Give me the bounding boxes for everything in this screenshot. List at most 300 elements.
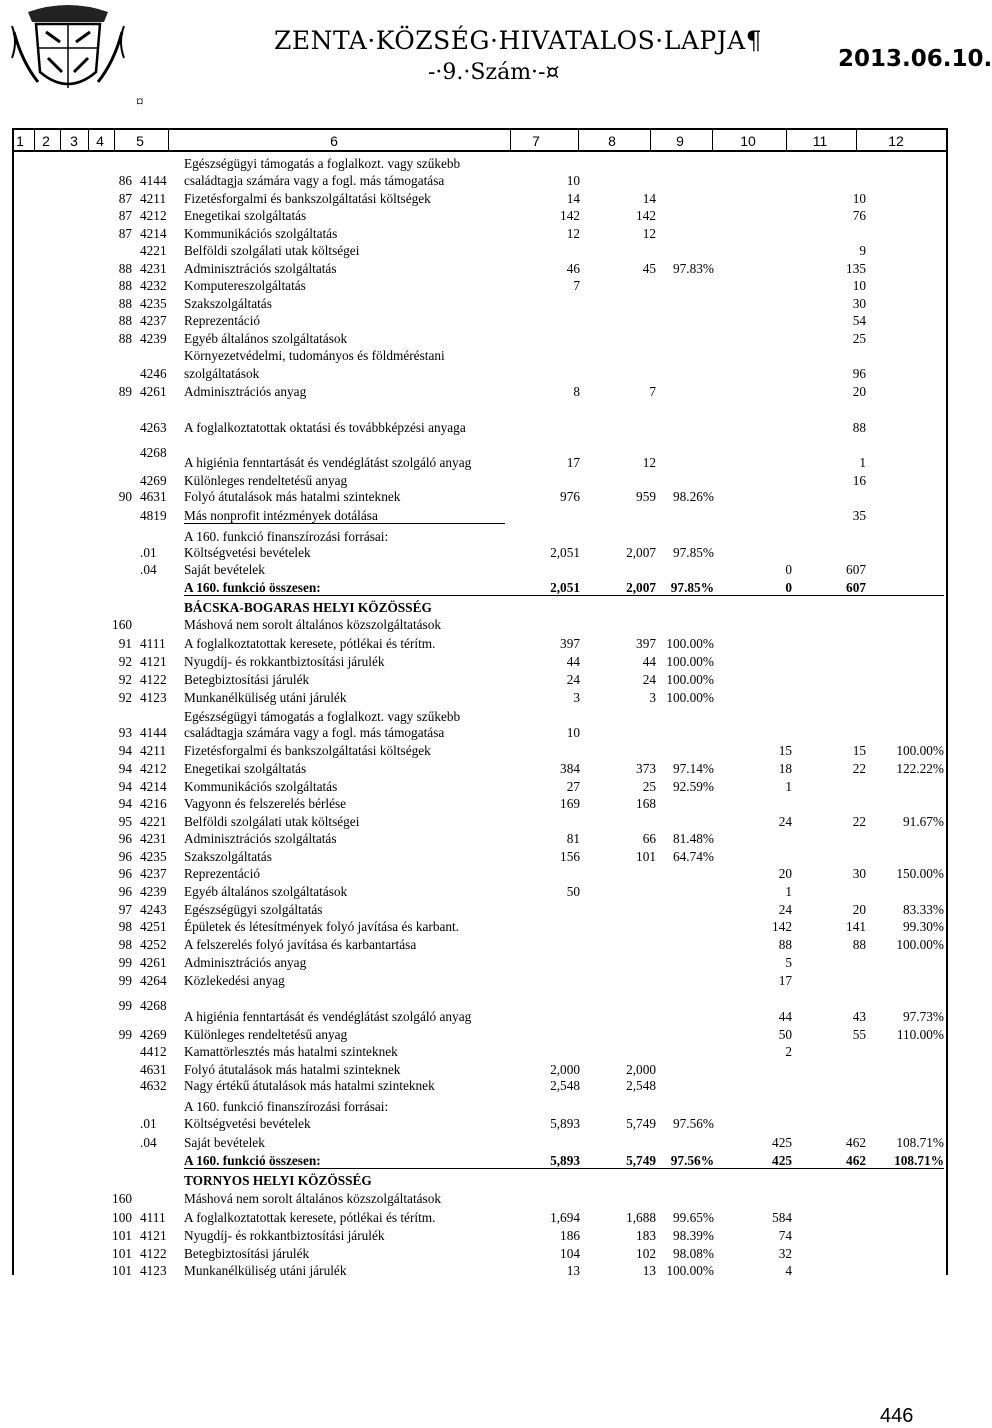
cell-c6: Adminisztrációs anyag	[184, 384, 307, 399]
cell-c9: 100.00%	[666, 654, 714, 669]
cell-c8: 3	[649, 690, 656, 705]
cell-c2: 4214	[140, 779, 167, 794]
cell-c2: 4111	[140, 1210, 166, 1225]
cell-c6: Saját bevételek	[184, 562, 265, 577]
cell-c2: 4261	[140, 955, 167, 970]
cell-c12: 83.33%	[903, 902, 944, 917]
table-row	[0, 1153, 960, 1171]
cell-c11: 607	[846, 580, 866, 595]
cell-c10: 2	[785, 1044, 792, 1059]
cell-c1: 101	[112, 1228, 132, 1243]
column-header-9: 9	[676, 133, 684, 149]
cell-c9: 100.00%	[666, 672, 714, 687]
cell-c11: 10	[852, 278, 866, 293]
cell-c10: 24	[778, 902, 792, 917]
table-row	[0, 173, 960, 191]
cell-c6: Egészségügyi támogatás a foglalkozt. vagy szűkebb	[184, 156, 461, 171]
cell-c1: 96	[118, 831, 132, 846]
cell-c12: 110.00%	[896, 1027, 944, 1042]
cell-c11: 54	[852, 313, 866, 328]
cell-c1: 92	[118, 690, 132, 705]
cell-c2: 4231	[140, 261, 167, 276]
column-separator	[712, 130, 713, 150]
cell-c6: Egészségügyi támogatás a foglalkozt. vagy szűkebb	[184, 709, 461, 724]
cell-c6: Fizetésforgalmi és bankszolgáltatási költségek	[184, 743, 431, 758]
cell-c2: 4212	[140, 761, 167, 776]
budget-table	[0, 128, 960, 1283]
cell-c6: Vagyonn és felszerelés bérlése	[184, 796, 347, 811]
cell-c10: 584	[772, 1210, 792, 1225]
cell-c6: Máshová nem sorolt általános közszolgáltatások	[184, 617, 442, 632]
cell-c6: Betegbiztosítási járulék	[184, 672, 310, 687]
cell-c6: családtagja számára vagy a fogl. más támogatása	[184, 173, 445, 188]
cell-c8: 44	[642, 654, 656, 669]
cell-c2: 4269	[140, 1027, 167, 1042]
cell-c2: 4144	[140, 173, 167, 188]
cell-c8: 397	[636, 636, 656, 651]
cell-c2: 4264	[140, 973, 167, 988]
cell-c6: Enegetikai szolgáltatás	[184, 761, 307, 776]
cell-c12: 108.71%	[894, 1153, 944, 1168]
cell-c9: 98.26%	[673, 489, 714, 504]
cell-c2: 4235	[140, 296, 167, 311]
table-row	[0, 884, 960, 902]
cell-c2: 4632	[140, 1078, 167, 1093]
cell-c2: 4144	[140, 725, 167, 740]
cell-c2: 4123	[140, 690, 167, 705]
table-row	[0, 331, 960, 349]
cell-c6: Költségvetési bevételek	[184, 545, 311, 560]
cell-c7: 2,548	[550, 1078, 580, 1093]
table-row	[0, 849, 960, 867]
cell-c6: Folyó átutalások más hatalmi szinteknek	[184, 489, 401, 504]
cell-c2: 4261	[140, 384, 167, 399]
cell-c6: Saját bevételek	[184, 1135, 265, 1150]
cell-c11: 22	[852, 761, 866, 776]
column-separator	[510, 130, 511, 150]
cell-c10: 50	[778, 1027, 792, 1042]
cell-c6: Adminisztrációs szolgáltatás	[184, 261, 337, 276]
column-separator	[578, 130, 579, 150]
table-row	[0, 1191, 960, 1209]
cell-c7: 397	[560, 636, 580, 651]
cell-c2: 4235	[140, 849, 167, 864]
table-row	[0, 296, 960, 314]
cell-c6: Munkanélküliség utáni járulék	[184, 690, 347, 705]
cell-c10: 142	[772, 919, 792, 934]
cell-c8: 142	[636, 208, 656, 223]
cell-c7: 8	[573, 384, 580, 399]
cell-c1: 88	[118, 296, 132, 311]
cell-c6: A 160. funkció finanszírozási forrásai:	[184, 1099, 389, 1114]
table-row	[0, 1263, 960, 1281]
cell-c8: 7	[649, 384, 656, 399]
cell-c9: 100.00%	[666, 1263, 714, 1278]
table-row	[0, 1135, 960, 1153]
cell-c11: 96	[852, 366, 866, 381]
table-row	[0, 690, 960, 708]
cell-c6: szolgáltatások	[184, 366, 260, 381]
cell-c6: A felszerelés folyó javítása és karbantartása	[184, 937, 417, 952]
table-row	[0, 725, 960, 743]
cell-c6: Enegetikai szolgáltatás	[184, 208, 307, 223]
cell-c1: 96	[118, 849, 132, 864]
cell-c7: 1,694	[550, 1210, 580, 1225]
cell-c7: 186	[560, 1228, 580, 1243]
cell-c2: 4631	[140, 489, 167, 504]
cell-c10: 0	[785, 562, 792, 577]
table-row	[0, 636, 960, 654]
cell-c6: Nyugdíj- és rokkantbiztosítási járulék	[184, 654, 385, 669]
cell-c2: 4212	[140, 208, 167, 223]
table-row	[0, 226, 960, 244]
cell-c1: 160	[112, 617, 132, 632]
cell-c2: 4211	[140, 743, 167, 758]
cell-c1: 94	[118, 761, 132, 776]
table-row	[0, 562, 960, 580]
cell-c7: 81	[566, 831, 580, 846]
table-row	[0, 1027, 960, 1045]
cell-c2: 4631	[140, 1062, 167, 1077]
cell-c8: 102	[636, 1246, 656, 1261]
cell-c7: 2,051	[550, 580, 580, 595]
cell-c11: 15	[852, 743, 866, 758]
cell-c6: Környezetvédelmi, tudományos és földméréstani	[184, 348, 445, 363]
cell-c11: 22	[852, 814, 866, 829]
table-row	[0, 831, 960, 849]
table-row	[0, 902, 960, 920]
cell-c1: 89	[118, 384, 132, 399]
cell-c6: Reprezentáció	[184, 313, 261, 328]
cell-c2: 4216	[140, 796, 167, 811]
column-header-11: 11	[812, 133, 828, 149]
table-row	[0, 1078, 960, 1096]
table-row	[0, 1173, 960, 1191]
cell-c7: 5,893	[550, 1153, 580, 1168]
column-header-5: 5	[136, 133, 144, 149]
cell-c11: 35	[852, 508, 866, 523]
table-row	[0, 1228, 960, 1246]
table-row	[0, 937, 960, 955]
table-row	[0, 779, 960, 797]
cell-c6: Adminisztrációs szolgáltatás	[184, 831, 337, 846]
column-header-12: 12	[888, 133, 904, 149]
issue-date: 2013.06.10.	[838, 46, 992, 72]
cell-c8: 101	[636, 849, 656, 864]
table-row	[0, 348, 960, 366]
cell-c1: 98	[118, 937, 132, 952]
cell-c6: családtagja számára vagy a fogl. más támogatása	[184, 725, 445, 740]
column-header-1: 1	[16, 133, 24, 149]
cell-c6: Kommunikációs szolgáltatás	[184, 779, 338, 794]
cell-c6: Belföldi szolgálati utak költségei	[184, 814, 360, 829]
table-row	[0, 156, 960, 174]
column-header-4: 4	[96, 133, 104, 149]
cell-c1: 91	[118, 636, 132, 651]
cell-c8: 12	[642, 226, 656, 241]
table-row	[0, 796, 960, 814]
cell-c6: A foglalkoztatottak keresete, pótlékai és térítm.	[184, 1210, 436, 1225]
cell-c7: 3	[573, 690, 580, 705]
cell-c6: Nyugdíj- és rokkantbiztosítási járulék	[184, 1228, 385, 1243]
cell-c11: 607	[846, 562, 866, 577]
cell-c11: 30	[852, 296, 866, 311]
cell-c2: 4412	[140, 1044, 167, 1059]
cell-c7: 2,000	[550, 1062, 580, 1077]
cell-c10: 20	[778, 866, 792, 881]
cell-c12: 91.67%	[903, 814, 944, 829]
cell-c11: 1	[859, 455, 866, 470]
cell-c6: Belföldi szolgálati utak költségei	[184, 243, 360, 258]
cell-c2: 4121	[140, 654, 167, 669]
cell-c10: 4	[785, 1263, 792, 1278]
table-row	[0, 1246, 960, 1264]
cell-c1: 88	[118, 278, 132, 293]
column-separator	[856, 130, 857, 150]
cell-c12: 108.71%	[896, 1135, 944, 1150]
cell-c1: 99	[118, 955, 132, 970]
cell-c10: 5	[785, 955, 792, 970]
table-row	[0, 814, 960, 832]
cell-c6: Betegbiztosítási járulék	[184, 1246, 310, 1261]
cell-c6: Kamattörlesztés más hatalmi szinteknek	[184, 1044, 398, 1059]
cell-c2: 4239	[140, 331, 167, 346]
cell-c2: 4239	[140, 884, 167, 899]
cell-c8: 2,548	[626, 1078, 656, 1093]
cell-c11: 20	[852, 902, 866, 917]
cell-c12: 100.00%	[896, 937, 944, 952]
cell-c10: 44	[778, 1009, 792, 1024]
cell-c6: Folyó átutalások más hatalmi szinteknek	[184, 1062, 401, 1077]
cell-c1: 94	[118, 796, 132, 811]
cell-c2: 4232	[140, 278, 167, 293]
cell-c11: 88	[852, 937, 866, 952]
cell-c6: Költségvetési bevételek	[184, 1116, 311, 1131]
table-row	[0, 1116, 960, 1134]
table-row	[0, 243, 960, 261]
paragraph-symbol: ¤	[136, 94, 144, 110]
table-row	[0, 580, 960, 598]
cell-c8: 25	[642, 779, 656, 794]
table-row	[0, 508, 960, 526]
cell-c11: 462	[846, 1135, 866, 1150]
cell-c9: 97.56%	[673, 1116, 714, 1131]
cell-c11: 141	[846, 919, 866, 934]
cell-c7: 27	[566, 779, 580, 794]
cell-c8: 2,000	[626, 1062, 656, 1077]
cell-c2: 4269	[140, 473, 167, 488]
cell-c1: 99	[118, 1027, 132, 1042]
cell-c9: 98.39%	[673, 1228, 714, 1243]
cell-c12: 97.73%	[903, 1009, 944, 1024]
table-row	[0, 545, 960, 563]
cell-c10: 74	[778, 1228, 792, 1243]
cell-c7: 14	[566, 191, 580, 206]
cell-c1: 87	[118, 226, 132, 241]
cell-c10: 17	[778, 973, 792, 988]
table-row	[0, 489, 960, 507]
cell-c8: 14	[642, 191, 656, 206]
cell-c6: Kommunikációs szolgáltatás	[184, 226, 338, 241]
cell-c1: 101	[112, 1246, 132, 1261]
cell-c11: 43	[852, 1009, 866, 1024]
cell-c2: 4214	[140, 226, 167, 241]
cell-c1: 96	[118, 866, 132, 881]
cell-c10: 1	[785, 779, 792, 794]
cell-c10: 18	[778, 761, 792, 776]
table-row	[0, 313, 960, 331]
table-row	[0, 600, 960, 618]
cell-c10: 425	[772, 1153, 792, 1168]
cell-c6: A foglalkoztatottak oktatási és továbbképzési anyaga	[184, 420, 466, 435]
cell-c1: 160	[112, 1191, 132, 1206]
table-row	[0, 1210, 960, 1228]
cell-c8: 373	[636, 761, 656, 776]
cell-c8: 5,749	[626, 1153, 656, 1168]
page-number: 446	[880, 1405, 914, 1427]
cell-c1: 90	[118, 489, 132, 504]
cell-c11: 55	[852, 1027, 866, 1042]
cell-c6: Szakszolgáltatás	[184, 296, 272, 311]
cell-c6: BÁCSKA-BOGARAS HELYI KÖZÖSSÉG	[184, 600, 432, 615]
table-row	[0, 1099, 960, 1117]
cell-c1: 101	[112, 1263, 132, 1278]
table-row	[0, 743, 960, 761]
cell-c7: 976	[560, 489, 580, 504]
cell-c6: Egészségügyi szolgáltatás	[184, 902, 323, 917]
cell-c8: 183	[636, 1228, 656, 1243]
cell-c11: 16	[852, 473, 866, 488]
cell-c6: Adminisztrációs anyag	[184, 955, 307, 970]
cell-c8: 13	[642, 1263, 656, 1278]
cell-c7: 2,051	[550, 545, 580, 560]
cell-c10: 32	[778, 1246, 792, 1261]
table-row	[0, 654, 960, 672]
table-row	[0, 261, 960, 279]
column-header-10: 10	[740, 133, 756, 149]
cell-c1: 96	[118, 884, 132, 899]
cell-c12: 122.22%	[896, 761, 944, 776]
cell-c6: Egyéb általános szolgáltatások	[184, 331, 348, 346]
cell-c9: 97.14%	[673, 761, 714, 776]
cell-c11: 9	[859, 243, 866, 258]
cell-c8: 2,007	[626, 580, 656, 595]
cell-c6: Munkanélküliség utáni járulék	[184, 1263, 347, 1278]
table-row	[0, 617, 960, 635]
cell-c6: TORNYOS HELYI KÖZÖSSÉG	[184, 1173, 372, 1188]
cell-c9: 100.00%	[666, 690, 714, 705]
row-underline	[184, 1168, 944, 1169]
cell-c1: 92	[118, 672, 132, 687]
cell-c1: 100	[112, 1210, 132, 1225]
cell-c2: 4252	[140, 937, 167, 952]
cell-c2: 4211	[140, 191, 167, 206]
cell-c6: A 160. funkció összesen:	[184, 580, 321, 595]
cell-c11: 20	[852, 384, 866, 399]
cell-c11: 462	[846, 1153, 866, 1168]
table-row	[0, 208, 960, 226]
cell-c6: A foglalkoztatottak keresete, pótlékai és térítm.	[184, 636, 436, 651]
cell-c8: 24	[642, 672, 656, 687]
cell-c2: 4819	[140, 508, 167, 523]
table-row	[0, 366, 960, 384]
column-header-3: 3	[70, 133, 78, 149]
cell-c6: Reprezentáció	[184, 866, 261, 881]
cell-c9: 97.85%	[670, 580, 714, 595]
cell-c8: 1,688	[626, 1210, 656, 1225]
cell-c2: 4251	[140, 919, 167, 934]
cell-c2: 4246	[140, 366, 167, 381]
cell-c1: 88	[118, 313, 132, 328]
cell-c2: 4121	[140, 1228, 167, 1243]
cell-c9: 100.00%	[666, 636, 714, 651]
cell-c7: 10	[566, 173, 580, 188]
cell-c6: A 160. funkció összesen:	[184, 1153, 321, 1168]
table-row	[0, 191, 960, 209]
cell-c7: 104	[560, 1246, 580, 1261]
cell-c6: Egyéb általános szolgáltatások	[184, 884, 348, 899]
cell-c7: 5,893	[550, 1116, 580, 1131]
cell-c11: 30	[852, 866, 866, 881]
cell-c12: 99.30%	[903, 919, 944, 934]
table-row	[0, 420, 960, 438]
cell-c10: 15	[778, 743, 792, 758]
cell-c9: 97.85%	[673, 545, 714, 560]
cell-c6: Épületek és létesítmények folyó javítása és karbant.	[184, 919, 460, 934]
cell-c7: 50	[566, 884, 580, 899]
cell-c10: 0	[785, 580, 792, 595]
cell-c1: 87	[118, 208, 132, 223]
cell-c9: 64.74%	[673, 849, 714, 864]
cell-c7: 17	[566, 455, 580, 470]
cell-c2: 4243	[140, 902, 167, 917]
cell-c1: 95	[118, 814, 132, 829]
cell-c9: 98.08%	[673, 1246, 714, 1261]
cell-c2: .01	[140, 545, 157, 560]
cell-c8: 66	[642, 831, 656, 846]
cell-c2: .04	[140, 1135, 157, 1150]
cell-c10: 1	[785, 884, 792, 899]
cell-c12: 150.00%	[896, 866, 944, 881]
cell-c11: 10	[852, 191, 866, 206]
column-header-6: 6	[330, 133, 338, 149]
row-underline	[184, 523, 505, 524]
cell-c7: 24	[566, 672, 580, 687]
cell-c6: A higiénia fenntartását és vendéglátást szolgáló anyag	[184, 455, 472, 470]
coat-of-arms-icon	[8, 2, 128, 98]
table-row	[0, 955, 960, 973]
table-row	[0, 866, 960, 884]
cell-c9: 99.65%	[673, 1210, 714, 1225]
cell-c1: 99	[118, 973, 132, 988]
column-header-row	[12, 130, 948, 152]
cell-c12: 100.00%	[896, 743, 944, 758]
cell-c7: 142	[560, 208, 580, 223]
cell-c10: 24	[778, 814, 792, 829]
table-row	[0, 278, 960, 296]
table-row	[0, 973, 960, 991]
cell-c2: 4237	[140, 866, 167, 881]
cell-c6: Máshová nem sorolt általános közszolgáltatások	[184, 1191, 442, 1206]
cell-c7: 44	[566, 654, 580, 669]
table-row	[0, 1009, 960, 1027]
issue-number: -·9.·Szám·-¤	[428, 60, 560, 85]
cell-c9: 97.56%	[670, 1153, 714, 1168]
cell-c2: 4231	[140, 831, 167, 846]
cell-c7: 12	[566, 226, 580, 241]
cell-c11: 88	[852, 420, 866, 435]
cell-c6: Más nonprofit intézmények dotálása	[184, 508, 378, 523]
